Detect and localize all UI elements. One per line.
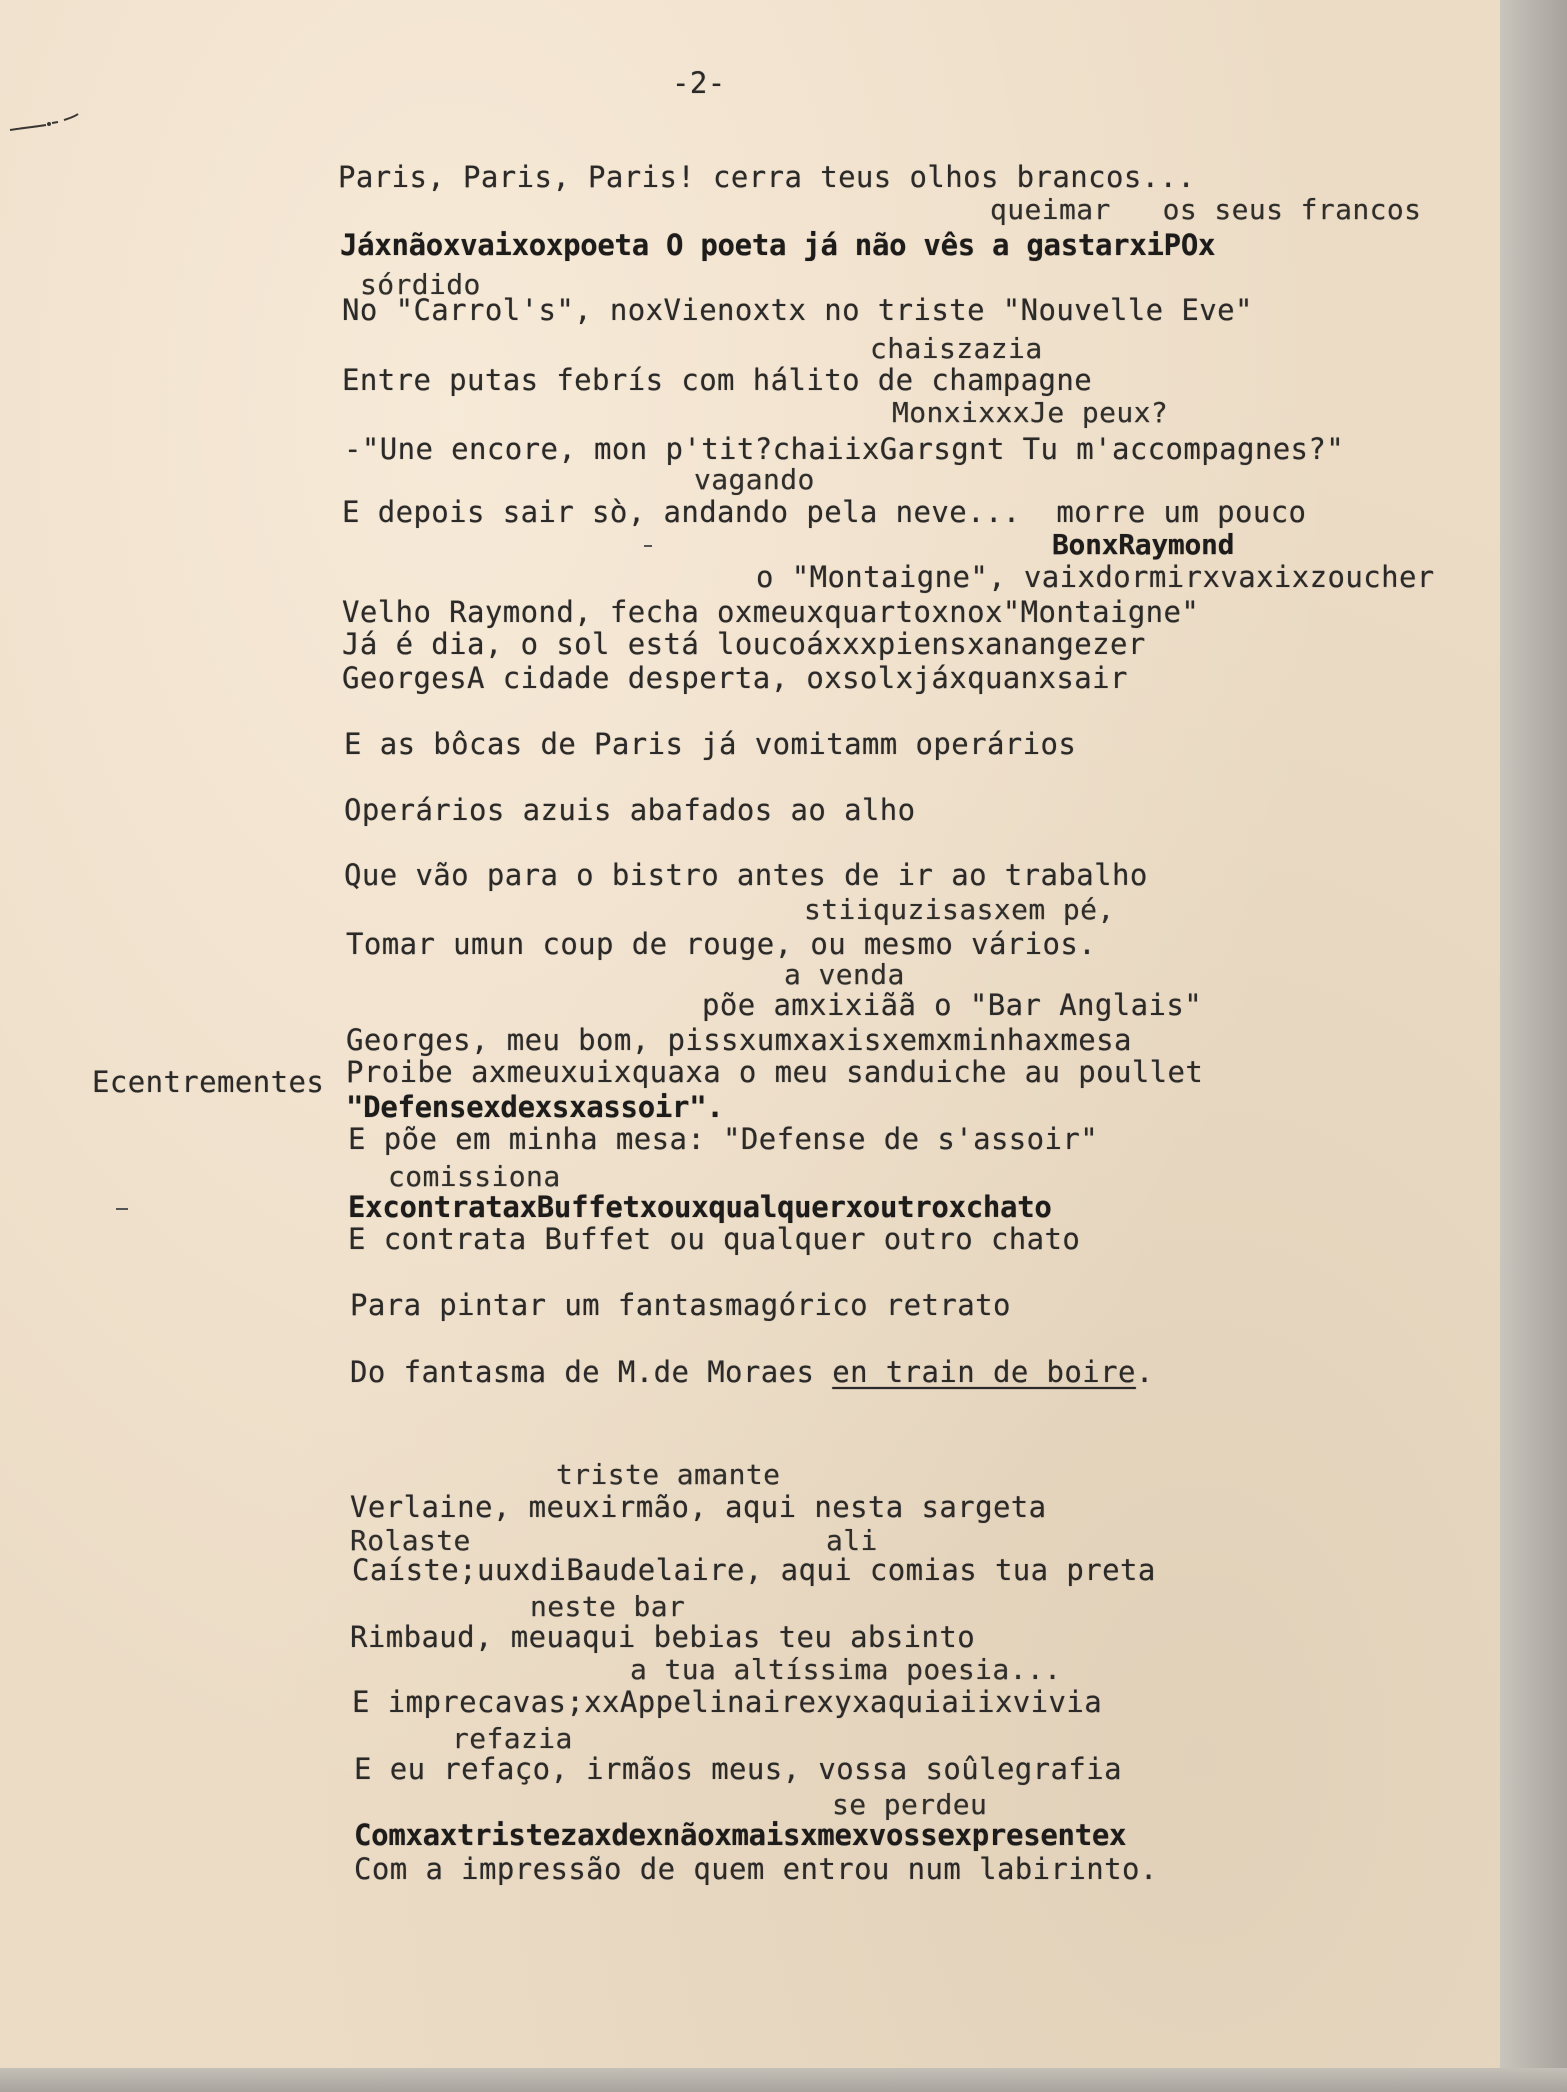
verse-line: E eu refaço, irmãos meus, vossa soûlegrafia <box>354 1752 1122 1786</box>
verse-line: Já é dia, o sol está loucoáxxxpiensxanangezer <box>342 627 1146 661</box>
verse-line: E as bôcas de Paris já vomitamm operários <box>344 727 1077 761</box>
struck-line: ExcontrataxBuffetxouxqualquerxoutroxchato <box>348 1190 1052 1224</box>
insertion-above: refazia <box>452 1722 573 1755</box>
verse-line: o "Montaigne", vaixdormirxvaxixzoucher <box>756 560 1435 594</box>
insertion-above: sórdido <box>360 268 481 301</box>
struck-line: Comxaxtristezaxdexnãoxmaisxmexvossexpresentex <box>354 1818 1127 1852</box>
struck-line: Jáxnãoxvaixoxpoeta O poeta já não vês a gastarxiPOx <box>340 228 1216 262</box>
verse-line: Tomar umun coup de rouge, ou mesmo vários. <box>346 927 1097 961</box>
verse-line: Com a impressão de quem entrou num labirinto. <box>354 1852 1158 1886</box>
verse-line: Verlaine, meuxirmão, aqui nesta sargeta <box>350 1490 1047 1524</box>
ink-mark-icon <box>8 112 80 138</box>
verse-line: Velho Raymond, fecha oxmeuxquartoxnox"Montaigne" <box>342 595 1200 629</box>
verse-line: E imprecavas;xxAppelinairexyxaquiaiixvivia <box>352 1685 1103 1719</box>
insertion-above: comissiona <box>388 1160 561 1193</box>
verse-line: GeorgesA cidade desperta, oxsolxjáxquanxsair <box>342 661 1128 695</box>
scan-background-right <box>1500 0 1567 2092</box>
insertion-above: chaiszazia <box>870 332 1043 365</box>
closing-suffix: . <box>1135 1355 1154 1389</box>
verse-line: Operários azuis abafados ao alho <box>344 793 916 827</box>
closing-line <box>350 1355 1154 1389</box>
verse-line: Paris, Paris, Paris! cerra teus olhos brancos... <box>338 160 1196 194</box>
verse-line: Que vão para o bistro antes de ir ao trabalho <box>344 858 1148 892</box>
insertion-above: a tua altíssima poesia... <box>630 1653 1062 1686</box>
page-number: -2- <box>672 66 726 100</box>
insertion-above: stiiquzisasxem pé, <box>804 893 1115 926</box>
verse-line: E contrata Buffet ou qualquer outro chato <box>348 1222 1081 1256</box>
verse-line: Para pintar um fantasmagórico retrato <box>350 1288 1011 1322</box>
insertion-above: queimar os seus francos <box>990 193 1422 226</box>
insertion-above: vagando <box>694 463 815 496</box>
verse-line: Entre putas febrís com hálito de champagne <box>342 363 1093 397</box>
verse-line: No "Carrol's", noxVienoxtx no triste "Nouvelle Eve" <box>342 293 1253 327</box>
struck-line: "Defensexdexsxassoir". <box>346 1090 724 1124</box>
stray-mark <box>116 1208 128 1210</box>
closing-prefix: Do fantasma de M.de Moraes <box>350 1355 833 1389</box>
insertion-above: neste bar <box>530 1590 686 1623</box>
margin-note: Ecentrementes <box>92 1065 325 1099</box>
verse-line: E põe em minha mesa: "Defense de s'assoir" <box>348 1122 1099 1156</box>
insertion-above: a venda <box>784 958 905 991</box>
insertion-above: triste amante <box>556 1458 781 1491</box>
verse-line: põe amxixiãã o "Bar Anglais" <box>702 988 1203 1022</box>
insertion-above: se perdeu <box>832 1788 988 1821</box>
verse-line: Georges, meu bom, pissxumxaxisxemxminhaxmesa <box>346 1023 1132 1057</box>
verse-line: Rimbaud, meuaqui bebias teu absinto <box>350 1620 976 1654</box>
underlined-phrase: en train de boire <box>832 1355 1136 1389</box>
stray-mark <box>644 545 652 547</box>
insertion-above: BonxRaymond <box>1052 528 1235 561</box>
verse-line: Caíste;uuxdiBaudelaire, aqui comias tua preta <box>352 1553 1156 1587</box>
insertion-above: Rolaste <box>350 1524 471 1557</box>
verse-line: E depois sair sò, andando pela neve... morre um pouco <box>342 495 1307 529</box>
verse-line: Proibe axmeuxuixquaxa o meu sanduiche au poullet <box>346 1055 1204 1089</box>
verse-line: -"Une encore, mon p'tit?chaiixGarsgnt Tu m'accompagnes?" <box>344 432 1345 466</box>
scan-background-bottom <box>0 2068 1567 2092</box>
insertion-above: MonxixxxJe peux? <box>892 396 1169 429</box>
insertion-above: ali <box>826 1524 878 1557</box>
